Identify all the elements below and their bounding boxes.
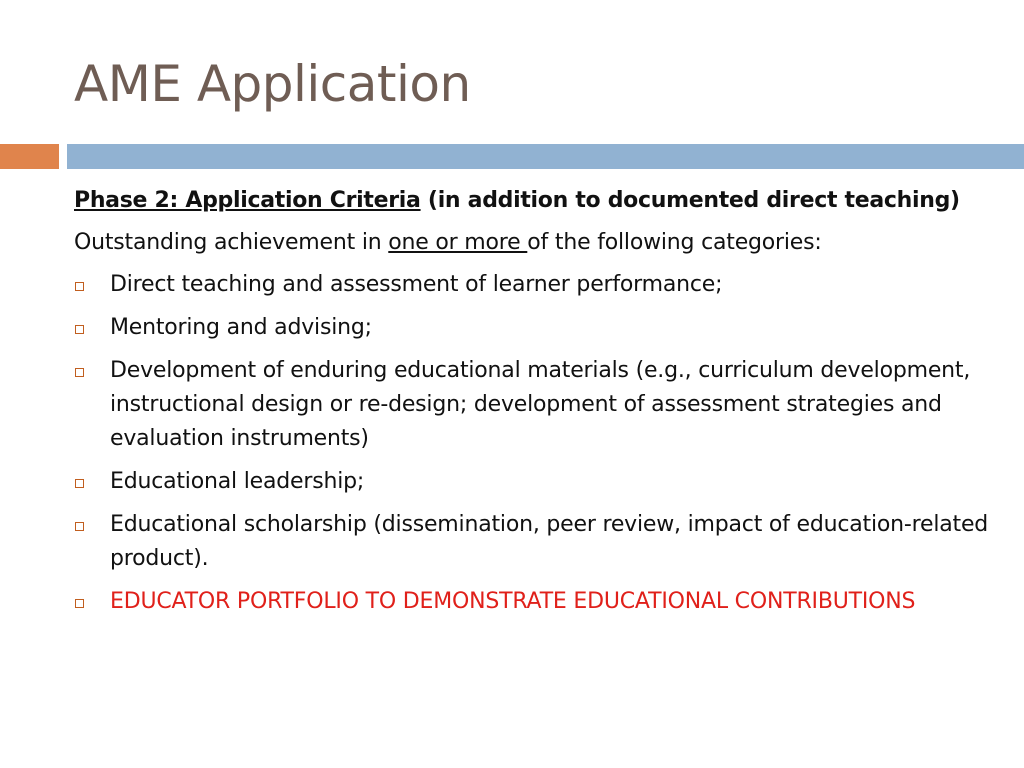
list-item-text: Development of enduring educational materials (e.g., curriculum development, instructional design or re-design; development of assessment strategies and evaluation instruments) [110, 358, 971, 451]
list-item-highlighted [74, 585, 994, 619]
slide-title: AME Application [74, 55, 471, 113]
category-list [74, 268, 994, 619]
list-item [74, 268, 994, 302]
list-item-text: Mentoring and advising; [110, 315, 372, 340]
intro-text-before: Outstanding achievement in [74, 230, 389, 255]
list-item [74, 465, 994, 499]
hollow-square-bullet-icon [75, 325, 84, 334]
slide-body [74, 184, 994, 628]
criteria-heading-underlined: Phase 2: Application Criteria [74, 188, 421, 213]
categories-intro [74, 226, 994, 260]
hollow-square-bullet-icon [75, 368, 84, 377]
hollow-square-bullet-icon [75, 282, 84, 291]
criteria-heading [74, 184, 994, 218]
list-item [74, 354, 994, 456]
intro-text-underlined: one or more [388, 230, 528, 255]
hollow-square-bullet-icon [75, 599, 84, 608]
list-item-text-highlighted: EDUCATOR PORTFOLIO TO DEMONSTRATE EDUCATIONAL CONTRIBUTIONS [110, 589, 916, 614]
hollow-square-bullet-icon [75, 522, 84, 531]
list-item-text: Educational leadership; [110, 469, 365, 494]
list-item [74, 311, 994, 345]
title-accent-band-blue [67, 144, 1024, 169]
list-item-text: Direct teaching and assessment of learner performance; [110, 272, 723, 297]
list-item-text: Educational scholarship (dissemination, peer review, impact of education-related product). [110, 512, 989, 571]
hollow-square-bullet-icon [75, 479, 84, 488]
criteria-heading-note: (in addition to documented direct teaching) [420, 188, 960, 213]
title-accent-band-orange [0, 144, 59, 169]
intro-text-after: of the following categories: [527, 230, 822, 255]
list-item [74, 508, 994, 576]
